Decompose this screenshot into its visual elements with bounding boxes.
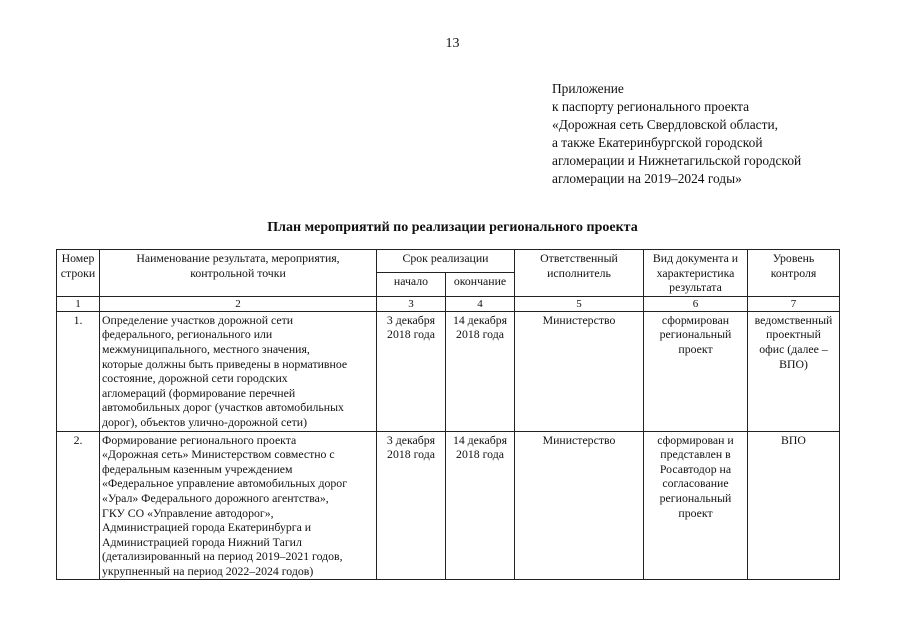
row-doc-line: региональный bbox=[659, 490, 732, 505]
header-text: исполнитель bbox=[547, 265, 611, 280]
row-name-line: (детализированный на период 2019–2021 годов, bbox=[102, 549, 343, 564]
plan-table bbox=[56, 249, 840, 580]
header-start: начало bbox=[377, 273, 446, 296]
row-doc-line: представлен в bbox=[660, 447, 731, 462]
header-text: Номер bbox=[61, 251, 95, 265]
row-start-line: 3 декабря bbox=[386, 312, 436, 327]
appendix-line: «Дорожная сеть Свердловской области, bbox=[552, 117, 778, 132]
row-name-line: федерального, регионального или bbox=[102, 327, 273, 342]
appendix-line: агломерации на 2019–2024 годы» bbox=[552, 171, 742, 186]
row-control-line: ведомственный bbox=[754, 312, 833, 327]
col-number: 2 bbox=[100, 296, 377, 311]
header-text: характеристика bbox=[656, 265, 735, 280]
row-name bbox=[100, 431, 377, 580]
row-doc-line: Росавтодор на bbox=[659, 461, 732, 476]
table-row bbox=[57, 431, 840, 580]
row-start-line: 2018 года bbox=[387, 327, 435, 342]
row-name-line: Определение участков дорожной сети bbox=[102, 312, 294, 327]
row-doc-type bbox=[644, 311, 748, 431]
row-name-line: межмуниципального, местного значения, bbox=[102, 341, 310, 356]
header-end: окончание bbox=[446, 273, 515, 296]
row-end-line: 14 декабря bbox=[452, 312, 508, 327]
row-end bbox=[446, 311, 515, 431]
row-name-line: Администрацией города Екатеринбурга и bbox=[102, 520, 312, 535]
table-header-row bbox=[57, 250, 840, 273]
row-name-line: состояние, дорожной сети городских bbox=[102, 371, 288, 386]
appendix-line: агломерации и Нижнетагильской городской bbox=[552, 153, 802, 168]
row-doc-line: сформирован и bbox=[657, 432, 734, 447]
header-text: контроля bbox=[770, 265, 817, 280]
row-end bbox=[446, 431, 515, 580]
row-doc-line: региональный bbox=[659, 327, 732, 342]
col-number: 4 bbox=[446, 296, 515, 311]
column-number-row bbox=[57, 296, 840, 311]
header-text: Уровень bbox=[772, 251, 815, 265]
header-text: Ответственный bbox=[540, 251, 618, 265]
row-number: 1. bbox=[57, 311, 100, 431]
row-start-line: 3 декабря bbox=[386, 432, 436, 447]
row-responsible: Министерство bbox=[515, 311, 644, 431]
row-start bbox=[377, 311, 446, 431]
row-control-line: ВПО) bbox=[779, 356, 808, 371]
appendix-line: а также Екатеринбургской городской bbox=[552, 135, 763, 150]
document-title: План мероприятий по реализации регионального проекта bbox=[267, 220, 638, 235]
col-number: 7 bbox=[748, 296, 840, 311]
row-end-line: 2018 года bbox=[456, 447, 504, 462]
row-name-line: Формирование регионального проекта bbox=[102, 432, 297, 447]
row-control bbox=[748, 431, 840, 580]
row-number: 2. bbox=[57, 431, 100, 580]
row-name-line: Администрацией города Нижний Тагил bbox=[102, 534, 302, 549]
header-text: результата bbox=[669, 280, 722, 295]
row-name bbox=[100, 311, 377, 431]
row-control-line: ВПО bbox=[781, 432, 806, 447]
row-name-line: которые должны быть приведены в нормативное bbox=[102, 356, 348, 371]
appendix-line: Приложение bbox=[552, 81, 624, 96]
col-number: 1 bbox=[57, 296, 100, 311]
header-term: Срок реализации bbox=[377, 250, 515, 273]
header-number bbox=[57, 250, 100, 297]
row-start-line: 2018 года bbox=[387, 447, 435, 462]
header-text: контрольной точки bbox=[190, 265, 286, 280]
row-doc-line: проект bbox=[678, 505, 713, 520]
appendix-block bbox=[552, 80, 852, 188]
col-number: 3 bbox=[377, 296, 446, 311]
col-number: 6 bbox=[644, 296, 748, 311]
row-control bbox=[748, 311, 840, 431]
row-end-line: 14 декабря bbox=[452, 432, 508, 447]
page-number: 13 bbox=[445, 36, 460, 51]
header-text: Наименование результата, мероприятия, bbox=[136, 251, 340, 265]
row-start bbox=[377, 431, 446, 580]
table-row bbox=[57, 311, 840, 431]
row-control-line: проектный bbox=[766, 327, 821, 342]
row-doc-line: сформирован bbox=[661, 312, 730, 327]
header-doc-type bbox=[644, 250, 748, 297]
row-name-line: автомобильных дорог (участков автомобильных bbox=[102, 400, 344, 415]
appendix-line: к паспорту регионального проекта bbox=[552, 99, 750, 114]
row-name-line: укрупненный на период 2022–2024 годов) bbox=[102, 563, 314, 578]
row-name-line: агломераций (формирование перечней bbox=[102, 385, 296, 400]
col-number: 5 bbox=[515, 296, 644, 311]
row-doc-line: проект bbox=[678, 341, 713, 356]
header-text: Вид документа и bbox=[652, 251, 739, 265]
row-name-line: «Урал» Федерального дорожного агентства», bbox=[102, 490, 329, 505]
header-name bbox=[100, 250, 377, 297]
header-text: строки bbox=[60, 265, 96, 280]
row-doc-type bbox=[644, 431, 748, 580]
row-responsible: Министерство bbox=[515, 431, 644, 580]
row-name-line: «Федеральное управление автомобильных дорог bbox=[102, 476, 348, 491]
row-name-line: дорог), объектов улично-дорожной сети) bbox=[102, 414, 307, 429]
header-control bbox=[748, 250, 840, 297]
row-control-line: офис (далее – bbox=[759, 341, 828, 356]
row-name-line: федеральным казенным учреждением bbox=[102, 461, 293, 476]
row-name-line: «Дорожная сеть» Министерством совместно с bbox=[102, 447, 335, 462]
header-responsible bbox=[515, 250, 644, 297]
row-end-line: 2018 года bbox=[456, 327, 504, 342]
row-name-line: ГКУ СО «Управление автодорог», bbox=[102, 505, 274, 520]
row-doc-line: согласование bbox=[662, 476, 729, 491]
